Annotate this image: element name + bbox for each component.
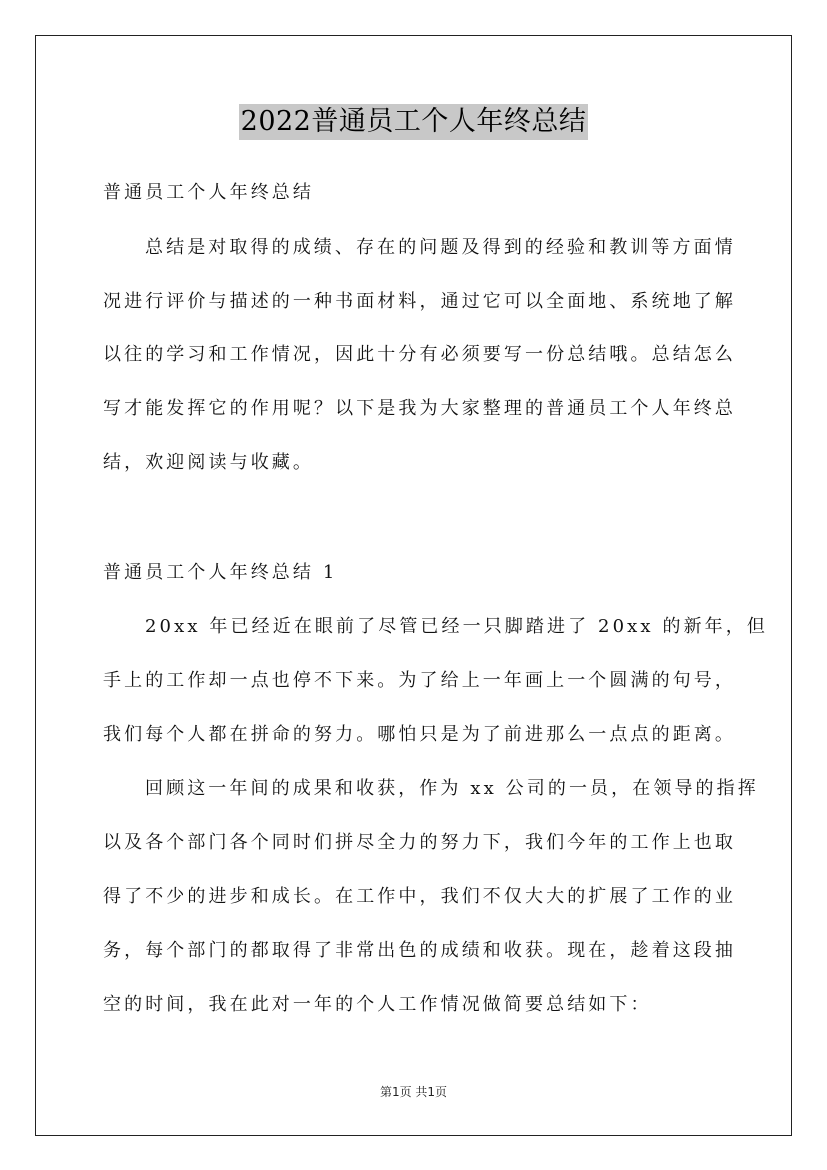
paragraph-line: 20xx 年已经近在眼前了尽管已经一只脚踏进了 20xx 的新年，但 — [145, 616, 768, 637]
document-subtitle: 普通员工个人年终总结 — [103, 182, 314, 203]
title-container — [0, 104, 827, 140]
paragraph-line: 我们每个人都在拼命的努力。哪怕只是为了前进那么一点点的距离。 — [103, 724, 736, 745]
paragraph-line: 手上的工作却一点也停不下来。为了给上一年画上一个圆满的句号， — [103, 670, 736, 691]
section-heading: 普通员工个人年终总结 1 — [103, 562, 338, 583]
document-title: 2022普通员工个人年终总结 — [239, 104, 589, 140]
paragraph-line: 以及各个部门各个同时们拼尽全力的努力下，我们今年的工作上也取 — [103, 832, 736, 853]
intro-line: 结，欢迎阅读与收藏。 — [103, 452, 314, 473]
intro-line: 以往的学习和工作情况，因此十分有必须要写一份总结哦。总结怎么 — [103, 344, 736, 365]
intro-line: 况进行评价与描述的一种书面材料，通过它可以全面地、系统地了解 — [103, 291, 736, 312]
intro-line: 写才能发挥它的作用呢？以下是我为大家整理的普通员工个人年终总 — [103, 398, 736, 419]
intro-line: 总结是对取得的成绩、存在的问题及得到的经验和教训等方面情 — [145, 237, 736, 258]
paragraph-line: 得了不少的进步和成长。在工作中，我们不仅大大的扩展了工作的业 — [103, 886, 736, 907]
page-number-footer: 第1页 共1页 — [379, 1085, 448, 1099]
paragraph-line: 务，每个部门的都取得了非常出色的成绩和收获。现在，趁着这段抽 — [103, 940, 736, 961]
paragraph-line: 回顾这一年间的成果和收获，作为 xx 公司的一员，在领导的指挥 — [145, 778, 759, 799]
paragraph-line: 空的时间，我在此对一年的个人工作情况做简要总结如下： — [103, 994, 652, 1015]
